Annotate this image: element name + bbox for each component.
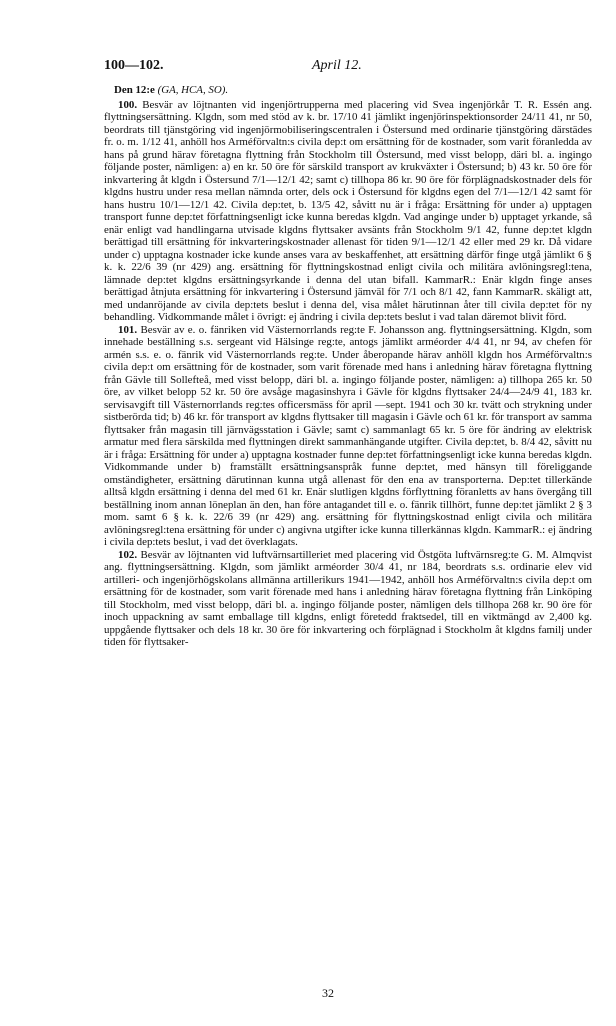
running-header — [104, 58, 544, 74]
body-text — [104, 84, 592, 649]
case-text: Besvär av löjtnanten vid ingenjörtrupperna med placering vid Svea ingenjörkår T. R. Essén ang. flyttningsersättning. Klgdn, som med stöd av k. br. 17/10 41 jämlikt ingenjörinspektionsorder 24/11 41, nr 50, beordrats till tjänstgöring vid ingenjörmobiliseringscentralen i Östersund med ordinarie tjänstgöring därstädes fr. o. m. 1/12 41, anhöll hos Arméförvaltn:s civila dep:t om ersättning för de kostnader, som varit föranledda av hans på grund härav företagna flyttning från Stockholm till Östersund, med visst belopp, däri bl. a. ingingo följande poster, nämligen: a) en kr. 50 öre för särskild transport av krukväxter i Östersund; b) 43 kr. 50 öre för inkvartering åt klgdn i Östersund 7/1—12/1 42; samt c) tillhopa 86 kr. 90 öre för förplägnadskostnader dels för klgdns hustru under resa mellan nämnda orter, dels ock i Östersund för klgdns egen del 7/1—12/1 42 samt för hans hustru 10/1—12/1 42. Civila dep:tet, b. 13/5 42, såvitt nu är i fråga: Ersättning för under a) upptagen transport funne dep:tet författningsenligt icke kunna beredas klgdn. Vad anginge under b) upptaget yrkande, så enär enligt vad handlingarna utvisade klgdns flyttsaker avsänts från Stockholm 9/1 42, funne dep:tet klgdn berättigad till ersättning för inkvarteringskostnader allenast för tiden 9/1—12/1 42 eller med 29 kr. Då vidare under c) upptagna kostnader icke kunde anses vara av beskaffenhet, att ersättning därför finge utgå jämlikt 6 § k. k. 22/6 39 (nr 429) ang. ersättning för flyttningskostnad enligt civila och militära avlöningsregl:tena, lämnade dep:tet klgdns ersättningsyrkande i denna del utan bifall. KammarR.: Enär klgdn finge anses berättigad åtnjuta ersättning för inkvartering i Östersund jämväl för 7/1 och 8/1 42, fann KammarR. skäligt att, med undanröjande av civila dep:tets beslut i denna del, visa målet härutinnan åter till civila dep:tet för ny behandling. Vidkommande målet i övrigt: ej ändring i civila dep:tets beslut i vad talan däremot blivit förd. — [104, 98, 592, 323]
case-text: Besvär av e. o. fänriken vid Västernorrlands reg:te F. Johansson ang. flyttningsersättning. Klgdn, som innehade beställning s.s. sergeant vid Hälsinge reg:te, antogs jämlikt arméorder 4/4 41, nr 94, av chefen för armén s.s. e. o. fänrik vid Västernorrlands reg:te. Under åberopande härav anhöll klgdn hos Arméförvaltn:s civila dep:t om ersättning för de kostnader, som varit förenade med hans i anledning härav företagna flyttning från Gävle till Sollefteå, med visst belopp, däri bl. a. ingingo följande poster, nämligen: a) tillhopa 265 kr. 50 öre, av vilket belopp 52 kr. 50 öre avsåge magasinshyra i Gävle för klgdns flyttsaker 24/4—24/9 41, 183 kr. servisavgift till Västernorrlands reg:tes officersmäss för april —sept. 1941 och 30 kr. tvätt och strykning under sistberörda tid; b) 46 kr. för transport av klgdns flyttsaker till magasin i Gävle och 61 kr. för transport av samma flyttsaker från magasin till järnvägsstation i Gävle; samt c) sammanlagt 65 kr. 5 öre för ändring av elektrisk armatur med flera särskilda med flyttningen direkt sammanhängande utgifter. Civila dep:tet, b. 8/4 42, såvitt nu är i fråga: Ersättning för under a) upptagna kostnader funne dep:tet författningsenligt icke kunna beredas klgdn. Vidkommande under b) framställt ersättningsanspråk funne dep:tet, med hänsyn till föreliggande omständigheter, ersättning därutinnan kunna utgå allenast för den ena av transporterna. Dep:tet tillerkände alltså klgdn ersättning i denna del med 61 kr. Enär slutligen klgdns förflyttning föranletts av hans övergång till beställning inom annan löneplan än den, han före antagandet till e. o. fänrik tillhört, funne dep:tet jämlikt 2 § 3 mom. samt 6 § k. k. 22/6 39 (nr 429) ang. ersättning för flyttningskostnad enligt civila och militära avlöningsregl:tena ersättning för under c) angivna utgifter icke kunna tillerkännas klgdn. KammarR.: ej ändring i civila dep:tets beslut, i vad det överklagats. — [104, 323, 592, 548]
header-page-range: 100—102. — [104, 58, 164, 73]
dateline-date: Den 12:e — [114, 84, 155, 96]
case-paragraph — [104, 324, 592, 549]
case-number: 102. — [118, 548, 138, 561]
case-number: 101. — [118, 323, 138, 336]
case-paragraph — [104, 99, 592, 324]
header-date: April 12. — [312, 58, 362, 73]
dateline-agencies: (GA, HCA, SO). — [157, 84, 229, 96]
case-paragraph — [104, 549, 592, 649]
case-number: 100. — [118, 98, 138, 111]
dateline — [104, 84, 592, 97]
page-number: 32 — [322, 986, 334, 1000]
case-text: Besvär av löjtnanten vid luftvärnsartilleriet med placering vid Östgöta luftvärnsreg:te G. M. Almqvist ang. flyttningsersättning. Klgdn, som jämlikt arméorder 30/4 41, nr 184, beordrats s.s. ordinarie elev vid artilleri- och ingenjörhögskolans allmänna artillerikurs 1941—1942, anhöll hos Arméförvaltn:s civila dep:t om ersättning för de kostnader, som varit förenade med hans i anledning härav företagna flyttning från Linköping till Stockholm, med visst belopp, däri bl. a. ingingo följande poster, nämligen dels tillhopa 268 kr. 90 öre för inoch uppackning av samt emballage till klgdns, enligt företedd fraktsedel, till en viktmängd av 2,400 kg. uppgående flyttsaker och dels 18 kr. 30 öre för inkvartering och förplägnad i Stockholm åt klgdns familj under tiden för flyttsaker- — [104, 548, 592, 648]
